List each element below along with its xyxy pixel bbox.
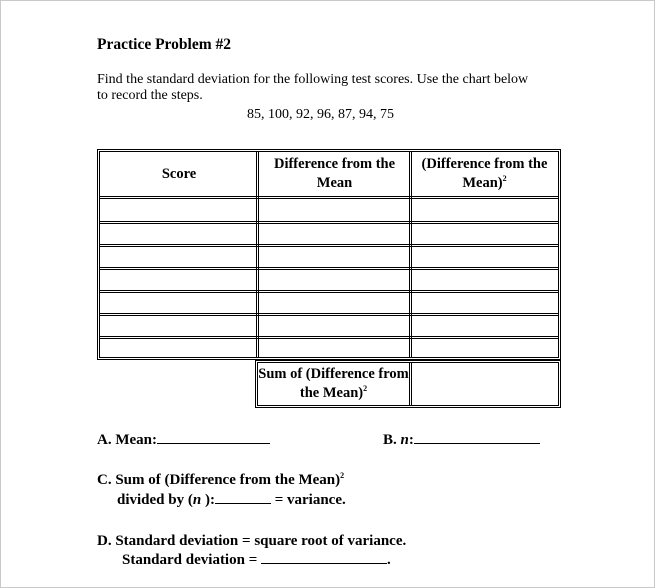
table-header-row	[100, 152, 558, 199]
question-c-sup: 2	[340, 471, 345, 480]
table-row-divider	[100, 290, 558, 293]
question-b	[383, 432, 540, 449]
question-d-period: .	[387, 552, 391, 568]
question-a-label: A. Mean:	[97, 432, 157, 448]
table-row-divider	[100, 313, 558, 316]
question-c-close: ):	[201, 492, 215, 508]
column-divider-2	[409, 152, 412, 357]
question-c-divided: divided by (	[117, 492, 193, 508]
question-c-line1	[97, 472, 344, 489]
header-score: Score	[161, 165, 197, 182]
question-d-line1: D. Standard deviation = square root of variance.	[97, 533, 407, 549]
question-a	[97, 432, 270, 449]
question-b-n: n	[400, 432, 409, 448]
standard-deviation-blank	[261, 563, 387, 564]
table-row-divider	[100, 267, 558, 270]
question-c-n: n	[192, 492, 202, 508]
sum-table	[255, 360, 561, 408]
sum-label	[258, 363, 409, 405]
header-difference-squared-text: (Difference from the Mean)	[421, 156, 548, 191]
page-title: Practice Problem #2	[97, 36, 231, 53]
table-row-divider	[100, 336, 558, 339]
steps-table	[97, 149, 561, 360]
question-c-line2	[117, 492, 346, 509]
sum-value-cell	[409, 363, 558, 405]
question-c-variance: = variance.	[274, 492, 346, 508]
test-scores: 85, 100, 92, 96, 87, 94, 75	[247, 107, 394, 122]
mean-blank	[157, 443, 270, 444]
column-divider-1	[256, 152, 259, 357]
n-blank	[414, 443, 540, 444]
question-d-label: Standard deviation =	[122, 552, 258, 568]
question-c-text: C. Sum of (Difference from the Mean)	[97, 472, 341, 488]
header-squared-sup: 2	[502, 174, 507, 184]
question-b-colon: :	[408, 432, 414, 448]
instructions: Find the standard deviation for the following test scores. Use the chart below to record the steps.	[97, 72, 529, 103]
table-row-divider	[100, 221, 558, 224]
table-row-divider	[100, 244, 558, 247]
header-difference: Difference from the Mean	[273, 156, 396, 191]
header-difference-squared	[411, 152, 558, 196]
divided-blank	[215, 503, 271, 504]
question-b-label: B.	[383, 432, 397, 448]
sum-squared-sup: 2	[363, 384, 368, 394]
sum-label-text: Sum of (Difference from the Mean)	[258, 366, 409, 401]
question-d-line2	[122, 552, 391, 569]
